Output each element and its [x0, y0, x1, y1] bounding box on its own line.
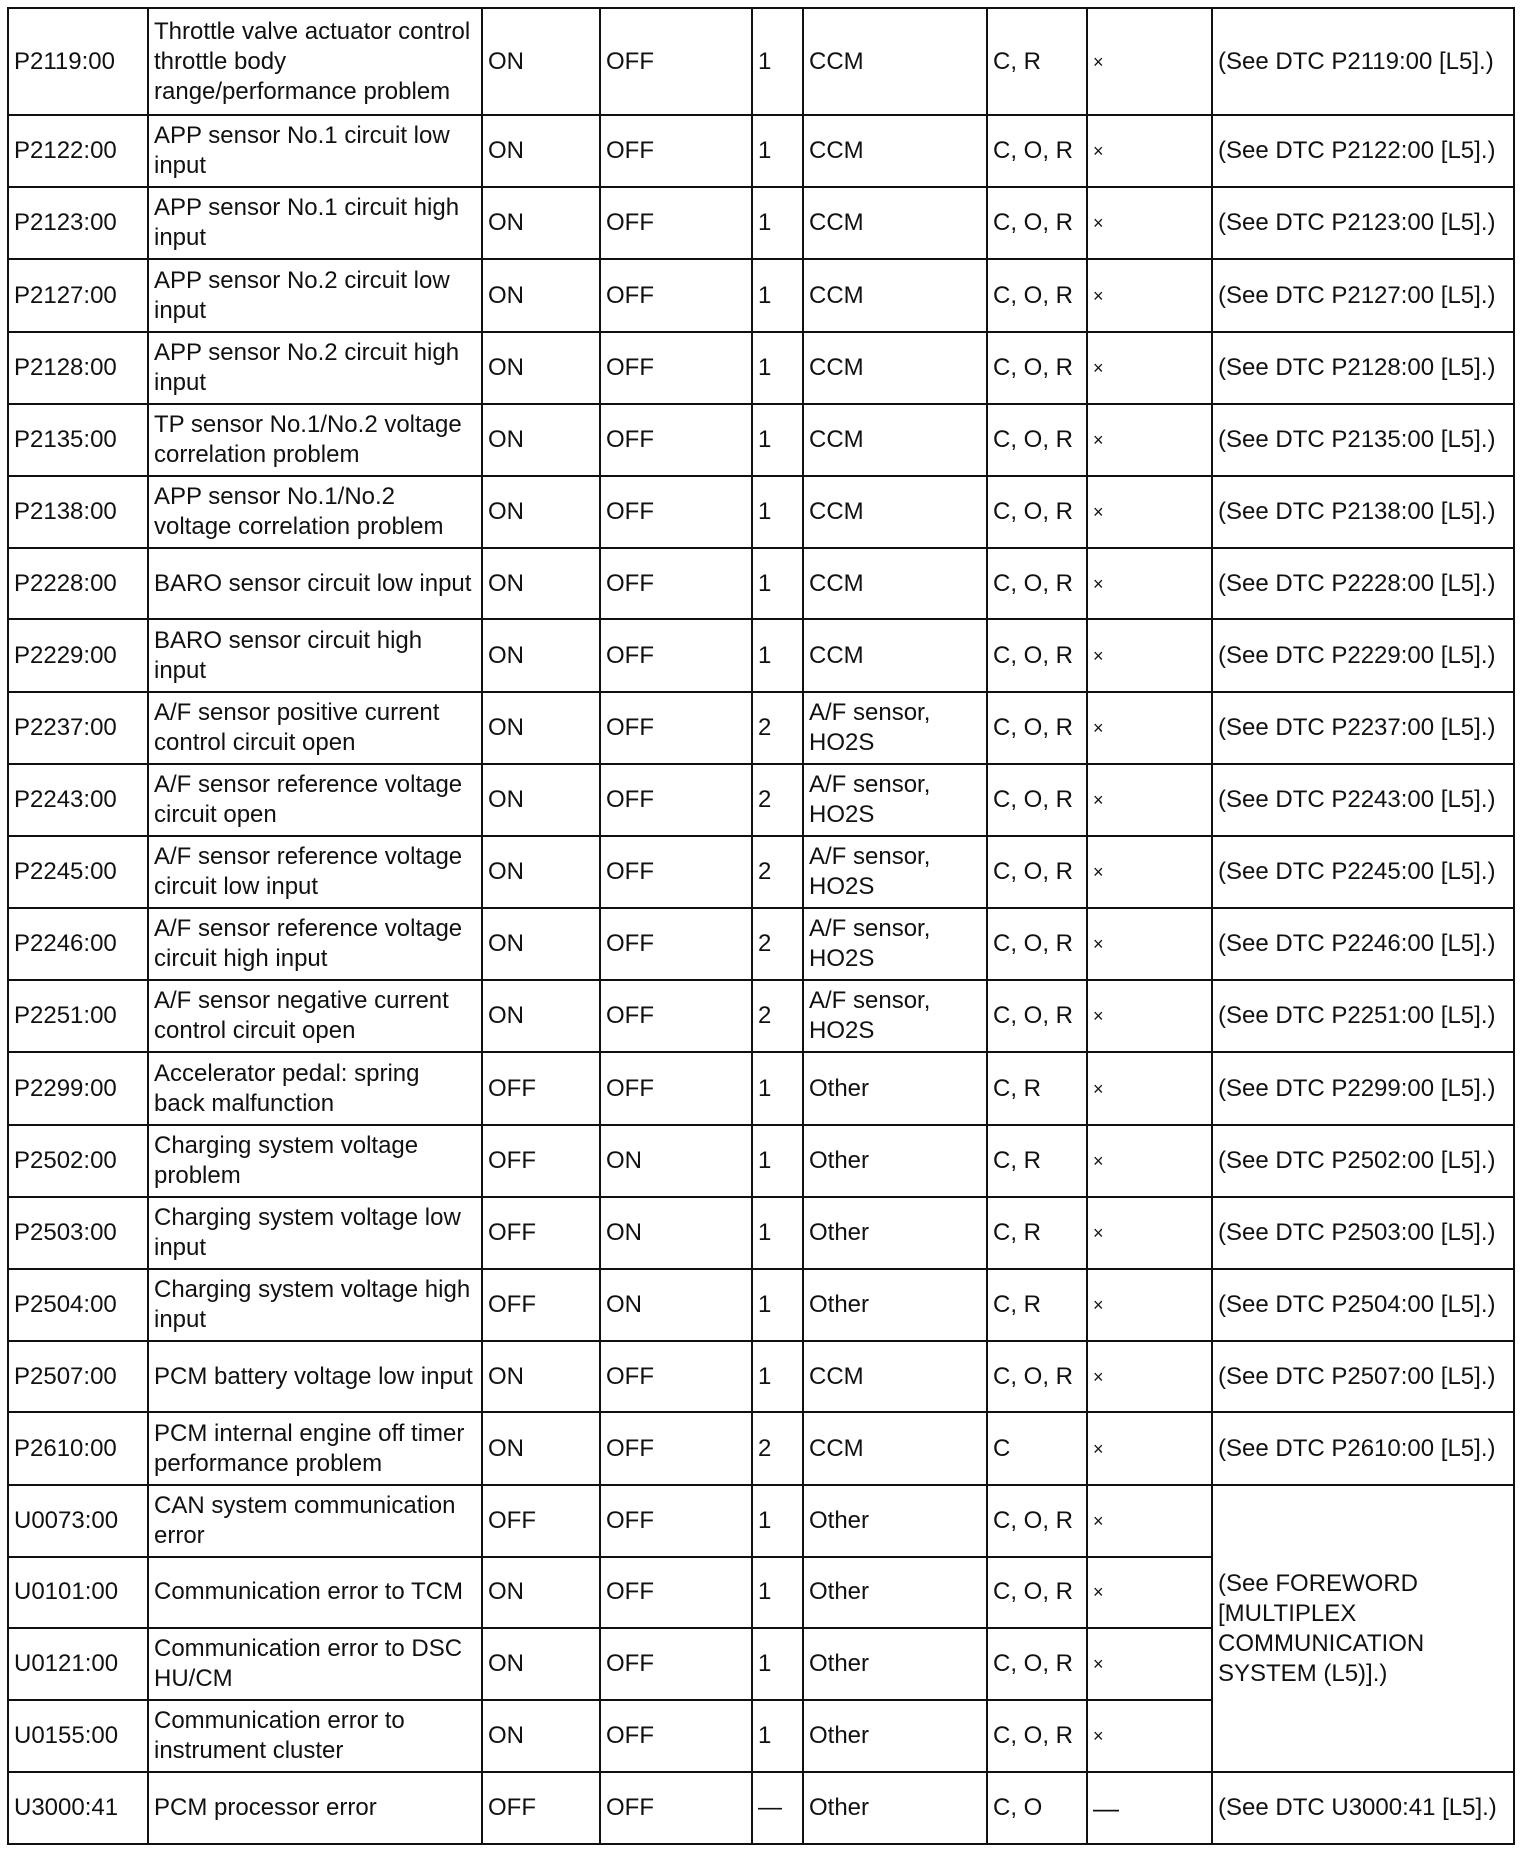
reference-cell: (See DTC P2123:00 [L5].) [1212, 187, 1514, 259]
reference-cell: (See DTC P2228:00 [L5].) [1212, 548, 1514, 619]
on-off-cell-b: OFF [600, 836, 752, 908]
table-row [8, 115, 1514, 187]
self-test-type-cell: C [987, 1412, 1087, 1484]
on-off-cell-a: ON [482, 404, 600, 476]
reference-cell: (See DTC P2502:00 [L5].) [1212, 1125, 1514, 1197]
table-row [8, 980, 1514, 1052]
on-off-cell-a: ON [482, 1700, 600, 1772]
memory-function-cell: × [1087, 980, 1212, 1052]
monitor-item-cell: CCM [803, 1341, 987, 1412]
memory-function-cell: × [1087, 836, 1212, 908]
on-off-cell-b: ON [600, 1125, 752, 1197]
dtc-description-cell: Throttle valve actuator control throttle body range/performance problem [148, 8, 482, 115]
self-test-type-cell: C, R [987, 1125, 1087, 1197]
dtc-code-cell: U3000:41 [8, 1772, 148, 1844]
memory-function-cell: × [1087, 692, 1212, 764]
reference-cell: (See DTC P2299:00 [L5].) [1212, 1052, 1514, 1124]
memory-function-cell: × [1087, 1628, 1212, 1700]
on-off-cell-a: ON [482, 332, 600, 404]
table-row [8, 404, 1514, 476]
on-off-cell-b: OFF [600, 692, 752, 764]
dtc-description-cell: Accelerator pedal: spring back malfunction [148, 1052, 482, 1124]
dtc-description-cell: Charging system voltage low input [148, 1197, 482, 1269]
memory-function-cell: × [1087, 619, 1212, 691]
drive-cycle-cell: 1 [752, 1197, 803, 1269]
memory-function-cell: × [1087, 476, 1212, 548]
reference-cell: (See DTC P2503:00 [L5].) [1212, 1197, 1514, 1269]
on-off-cell-a: OFF [482, 1052, 600, 1124]
drive-cycle-cell: 1 [752, 404, 803, 476]
dtc-code-cell: P2299:00 [8, 1052, 148, 1124]
dtc-description-cell: A/F sensor negative current control circuit open [148, 980, 482, 1052]
monitor-item-cell: CCM [803, 476, 987, 548]
on-off-cell-a: ON [482, 259, 600, 331]
dtc-code-cell: P2228:00 [8, 548, 148, 619]
reference-cell: (See DTC P2246:00 [L5].) [1212, 908, 1514, 980]
on-off-cell-b: OFF [600, 404, 752, 476]
monitor-item-cell: CCM [803, 115, 987, 187]
self-test-type-cell: C, O, R [987, 332, 1087, 404]
on-off-cell-a: ON [482, 476, 600, 548]
dtc-code-cell: P2507:00 [8, 1341, 148, 1412]
reference-cell: (See FOREWORD [MULTIPLEX COMMUNICATION SYSTEM (L5)].) [1212, 1485, 1514, 1773]
on-off-cell-b: OFF [600, 1700, 752, 1772]
drive-cycle-cell: 1 [752, 1269, 803, 1341]
table-row [8, 476, 1514, 548]
dtc-description-cell: APP sensor No.1 circuit high input [148, 187, 482, 259]
on-off-cell-b: OFF [600, 1052, 752, 1124]
drive-cycle-cell: 1 [752, 476, 803, 548]
table-row [8, 1772, 1514, 1844]
monitor-item-cell: Other [803, 1197, 987, 1269]
dtc-description-cell: BARO sensor circuit low input [148, 548, 482, 619]
memory-function-cell: × [1087, 187, 1212, 259]
reference-cell: (See DTC P2122:00 [L5].) [1212, 115, 1514, 187]
dtc-code-cell: P2245:00 [8, 836, 148, 908]
dtc-description-cell: A/F sensor reference voltage circuit low input [148, 836, 482, 908]
self-test-type-cell: C, O, R [987, 187, 1087, 259]
self-test-type-cell: C, O, R [987, 1557, 1087, 1628]
self-test-type-cell: C, O, R [987, 548, 1087, 619]
drive-cycle-cell: 1 [752, 259, 803, 331]
self-test-type-cell: C, O [987, 1772, 1087, 1844]
table-row [8, 8, 1514, 115]
dtc-code-cell: U0101:00 [8, 1557, 148, 1628]
memory-function-cell: × [1087, 1197, 1212, 1269]
memory-function-cell: × [1087, 115, 1212, 187]
self-test-type-cell: C, O, R [987, 1485, 1087, 1557]
dtc-table-body [8, 8, 1514, 1844]
reference-cell: (See DTC P2127:00 [L5].) [1212, 259, 1514, 331]
reference-cell: (See DTC P2128:00 [L5].) [1212, 332, 1514, 404]
table-row [8, 259, 1514, 331]
on-off-cell-b: OFF [600, 1485, 752, 1557]
monitor-item-cell: CCM [803, 1412, 987, 1484]
dtc-code-cell: P2128:00 [8, 332, 148, 404]
memory-function-cell: × [1087, 1269, 1212, 1341]
reference-cell: (See DTC U3000:41 [L5].) [1212, 1772, 1514, 1844]
table-row [8, 1052, 1514, 1124]
monitor-item-cell: A/F sensor, HO2S [803, 908, 987, 980]
self-test-type-cell: C, O, R [987, 115, 1087, 187]
dtc-code-cell: P2504:00 [8, 1269, 148, 1341]
dtc-code-cell: P2123:00 [8, 187, 148, 259]
on-off-cell-a: OFF [482, 1125, 600, 1197]
on-off-cell-b: OFF [600, 476, 752, 548]
monitor-item-cell: CCM [803, 332, 987, 404]
reference-cell: (See DTC P2119:00 [L5].) [1212, 8, 1514, 115]
table-row [8, 1412, 1514, 1484]
table-row [8, 1125, 1514, 1197]
on-off-cell-a: ON [482, 1628, 600, 1700]
self-test-type-cell: C, O, R [987, 619, 1087, 691]
drive-cycle-cell: 1 [752, 548, 803, 619]
memory-function-cell: × [1087, 1341, 1212, 1412]
dtc-description-cell: APP sensor No.2 circuit low input [148, 259, 482, 331]
reference-cell: (See DTC P2135:00 [L5].) [1212, 404, 1514, 476]
drive-cycle-cell: 1 [752, 619, 803, 691]
dtc-table [7, 7, 1515, 1845]
dtc-code-cell: U0121:00 [8, 1628, 148, 1700]
self-test-type-cell: C, R [987, 1052, 1087, 1124]
on-off-cell-a: ON [482, 1341, 600, 1412]
drive-cycle-cell: 2 [752, 836, 803, 908]
monitor-item-cell: Other [803, 1700, 987, 1772]
drive-cycle-cell: 2 [752, 908, 803, 980]
table-row [8, 548, 1514, 619]
dtc-code-cell: P2135:00 [8, 404, 148, 476]
drive-cycle-cell: 2 [752, 980, 803, 1052]
on-off-cell-a: ON [482, 187, 600, 259]
memory-function-cell: × [1087, 1125, 1212, 1197]
dtc-description-cell: APP sensor No.2 circuit high input [148, 332, 482, 404]
on-off-cell-b: OFF [600, 332, 752, 404]
drive-cycle-cell: 2 [752, 1412, 803, 1484]
on-off-cell-a: ON [482, 8, 600, 115]
monitor-item-cell: CCM [803, 259, 987, 331]
monitor-item-cell: Other [803, 1269, 987, 1341]
monitor-item-cell: A/F sensor, HO2S [803, 836, 987, 908]
monitor-item-cell: CCM [803, 8, 987, 115]
dtc-code-cell: P2610:00 [8, 1412, 148, 1484]
table-row [8, 187, 1514, 259]
on-off-cell-a: ON [482, 836, 600, 908]
monitor-item-cell: Other [803, 1628, 987, 1700]
on-off-cell-a: OFF [482, 1772, 600, 1844]
dtc-code-cell: P2127:00 [8, 259, 148, 331]
memory-function-cell: × [1087, 1557, 1212, 1628]
memory-function-cell: × [1087, 764, 1212, 836]
dtc-description-cell: APP sensor No.1 circuit low input [148, 115, 482, 187]
reference-cell: (See DTC P2229:00 [L5].) [1212, 619, 1514, 691]
on-off-cell-b: OFF [600, 8, 752, 115]
monitor-item-cell: CCM [803, 619, 987, 691]
table-row [8, 1485, 1514, 1557]
memory-function-cell: × [1087, 548, 1212, 619]
monitor-item-cell: CCM [803, 404, 987, 476]
drive-cycle-cell: — [752, 1772, 803, 1844]
memory-function-cell: × [1087, 1412, 1212, 1484]
self-test-type-cell: C, O, R [987, 404, 1087, 476]
dtc-code-cell: P2237:00 [8, 692, 148, 764]
monitor-item-cell: Other [803, 1125, 987, 1197]
dtc-description-cell: A/F sensor positive current control circuit open [148, 692, 482, 764]
table-row [8, 764, 1514, 836]
self-test-type-cell: C, O, R [987, 1628, 1087, 1700]
monitor-item-cell: A/F sensor, HO2S [803, 980, 987, 1052]
drive-cycle-cell: 1 [752, 1485, 803, 1557]
drive-cycle-cell: 1 [752, 8, 803, 115]
monitor-item-cell: Other [803, 1772, 987, 1844]
reference-cell: (See DTC P2251:00 [L5].) [1212, 980, 1514, 1052]
on-off-cell-a: OFF [482, 1485, 600, 1557]
dtc-code-cell: P2503:00 [8, 1197, 148, 1269]
table-row [8, 836, 1514, 908]
table-row [8, 1341, 1514, 1412]
monitor-item-cell: Other [803, 1485, 987, 1557]
dtc-description-cell: Communication error to DSC HU/CM [148, 1628, 482, 1700]
table-row [8, 332, 1514, 404]
reference-cell: (See DTC P2243:00 [L5].) [1212, 764, 1514, 836]
memory-function-cell: × [1087, 908, 1212, 980]
self-test-type-cell: C, R [987, 8, 1087, 115]
dtc-description-cell: Charging system voltage problem [148, 1125, 482, 1197]
self-test-type-cell: C, O, R [987, 836, 1087, 908]
table-row [8, 1269, 1514, 1341]
on-off-cell-a: ON [482, 1412, 600, 1484]
on-off-cell-b: ON [600, 1269, 752, 1341]
reference-cell: (See DTC P2610:00 [L5].) [1212, 1412, 1514, 1484]
on-off-cell-a: ON [482, 692, 600, 764]
on-off-cell-b: OFF [600, 1412, 752, 1484]
dtc-code-cell: P2138:00 [8, 476, 148, 548]
self-test-type-cell: C, O, R [987, 259, 1087, 331]
table-row [8, 908, 1514, 980]
dtc-description-cell: Communication error to instrument cluster [148, 1700, 482, 1772]
on-off-cell-b: OFF [600, 980, 752, 1052]
on-off-cell-a: ON [482, 908, 600, 980]
dtc-code-cell: P2229:00 [8, 619, 148, 691]
memory-function-cell: × [1087, 8, 1212, 115]
memory-function-cell: × [1087, 1700, 1212, 1772]
table-row [8, 1197, 1514, 1269]
table-row [8, 619, 1514, 691]
drive-cycle-cell: 1 [752, 187, 803, 259]
monitor-item-cell: CCM [803, 548, 987, 619]
self-test-type-cell: C, O, R [987, 764, 1087, 836]
dtc-description-cell: APP sensor No.1/No.2 voltage correlation problem [148, 476, 482, 548]
reference-cell: (See DTC P2245:00 [L5].) [1212, 836, 1514, 908]
self-test-type-cell: C, R [987, 1197, 1087, 1269]
dtc-code-cell: U0073:00 [8, 1485, 148, 1557]
monitor-item-cell: Other [803, 1052, 987, 1124]
dtc-description-cell: PCM battery voltage low input [148, 1341, 482, 1412]
on-off-cell-a: ON [482, 619, 600, 691]
memory-function-cell: × [1087, 404, 1212, 476]
table-row [8, 692, 1514, 764]
monitor-item-cell: CCM [803, 187, 987, 259]
on-off-cell-b: OFF [600, 115, 752, 187]
self-test-type-cell: C, O, R [987, 476, 1087, 548]
on-off-cell-b: ON [600, 1197, 752, 1269]
reference-cell: (See DTC P2507:00 [L5].) [1212, 1341, 1514, 1412]
monitor-item-cell: A/F sensor, HO2S [803, 764, 987, 836]
self-test-type-cell: C, O, R [987, 1341, 1087, 1412]
on-off-cell-b: OFF [600, 187, 752, 259]
dtc-description-cell: PCM internal engine off timer performance problem [148, 1412, 482, 1484]
dtc-description-cell: PCM processor error [148, 1772, 482, 1844]
self-test-type-cell: C, O, R [987, 908, 1087, 980]
memory-function-cell: × [1087, 1052, 1212, 1124]
on-off-cell-b: OFF [600, 548, 752, 619]
dtc-code-cell: P2502:00 [8, 1125, 148, 1197]
on-off-cell-b: OFF [600, 259, 752, 331]
memory-function-cell: × [1087, 332, 1212, 404]
drive-cycle-cell: 1 [752, 1052, 803, 1124]
dtc-code-cell: P2119:00 [8, 8, 148, 115]
on-off-cell-b: OFF [600, 908, 752, 980]
self-test-type-cell: C, O, R [987, 980, 1087, 1052]
on-off-cell-a: ON [482, 1557, 600, 1628]
memory-function-cell: × [1087, 259, 1212, 331]
drive-cycle-cell: 2 [752, 692, 803, 764]
reference-cell: (See DTC P2138:00 [L5].) [1212, 476, 1514, 548]
drive-cycle-cell: 1 [752, 1628, 803, 1700]
dtc-description-cell: Communication error to TCM [148, 1557, 482, 1628]
dtc-description-cell: BARO sensor circuit high input [148, 619, 482, 691]
dtc-code-cell: P2251:00 [8, 980, 148, 1052]
reference-cell: (See DTC P2237:00 [L5].) [1212, 692, 1514, 764]
on-off-cell-b: OFF [600, 1341, 752, 1412]
on-off-cell-b: OFF [600, 619, 752, 691]
dtc-code-cell: U0155:00 [8, 1700, 148, 1772]
dtc-code-cell: P2246:00 [8, 908, 148, 980]
dtc-description-cell: A/F sensor reference voltage circuit high input [148, 908, 482, 980]
on-off-cell-a: ON [482, 980, 600, 1052]
on-off-cell-a: OFF [482, 1269, 600, 1341]
drive-cycle-cell: 1 [752, 1341, 803, 1412]
drive-cycle-cell: 1 [752, 1700, 803, 1772]
on-off-cell-a: ON [482, 115, 600, 187]
memory-function-cell: × [1087, 1485, 1212, 1557]
drive-cycle-cell: 1 [752, 1125, 803, 1197]
monitor-item-cell: Other [803, 1557, 987, 1628]
drive-cycle-cell: 1 [752, 115, 803, 187]
self-test-type-cell: C, R [987, 1269, 1087, 1341]
dtc-description-cell: A/F sensor reference voltage circuit open [148, 764, 482, 836]
self-test-type-cell: C, O, R [987, 1700, 1087, 1772]
on-off-cell-b: OFF [600, 764, 752, 836]
dtc-description-cell: TP sensor No.1/No.2 voltage correlation problem [148, 404, 482, 476]
on-off-cell-b: OFF [600, 1772, 752, 1844]
on-off-cell-b: OFF [600, 1557, 752, 1628]
self-test-type-cell: C, O, R [987, 692, 1087, 764]
monitor-item-cell: A/F sensor, HO2S [803, 692, 987, 764]
dtc-description-cell: Charging system voltage high input [148, 1269, 482, 1341]
reference-cell: (See DTC P2504:00 [L5].) [1212, 1269, 1514, 1341]
drive-cycle-cell: 1 [752, 332, 803, 404]
drive-cycle-cell: 1 [752, 1557, 803, 1628]
dtc-code-cell: P2243:00 [8, 764, 148, 836]
dtc-description-cell: CAN system communication error [148, 1485, 482, 1557]
on-off-cell-b: OFF [600, 1628, 752, 1700]
on-off-cell-a: ON [482, 548, 600, 619]
dtc-code-cell: P2122:00 [8, 115, 148, 187]
memory-function-cell: — [1087, 1772, 1212, 1844]
on-off-cell-a: ON [482, 764, 600, 836]
drive-cycle-cell: 2 [752, 764, 803, 836]
on-off-cell-a: OFF [482, 1197, 600, 1269]
